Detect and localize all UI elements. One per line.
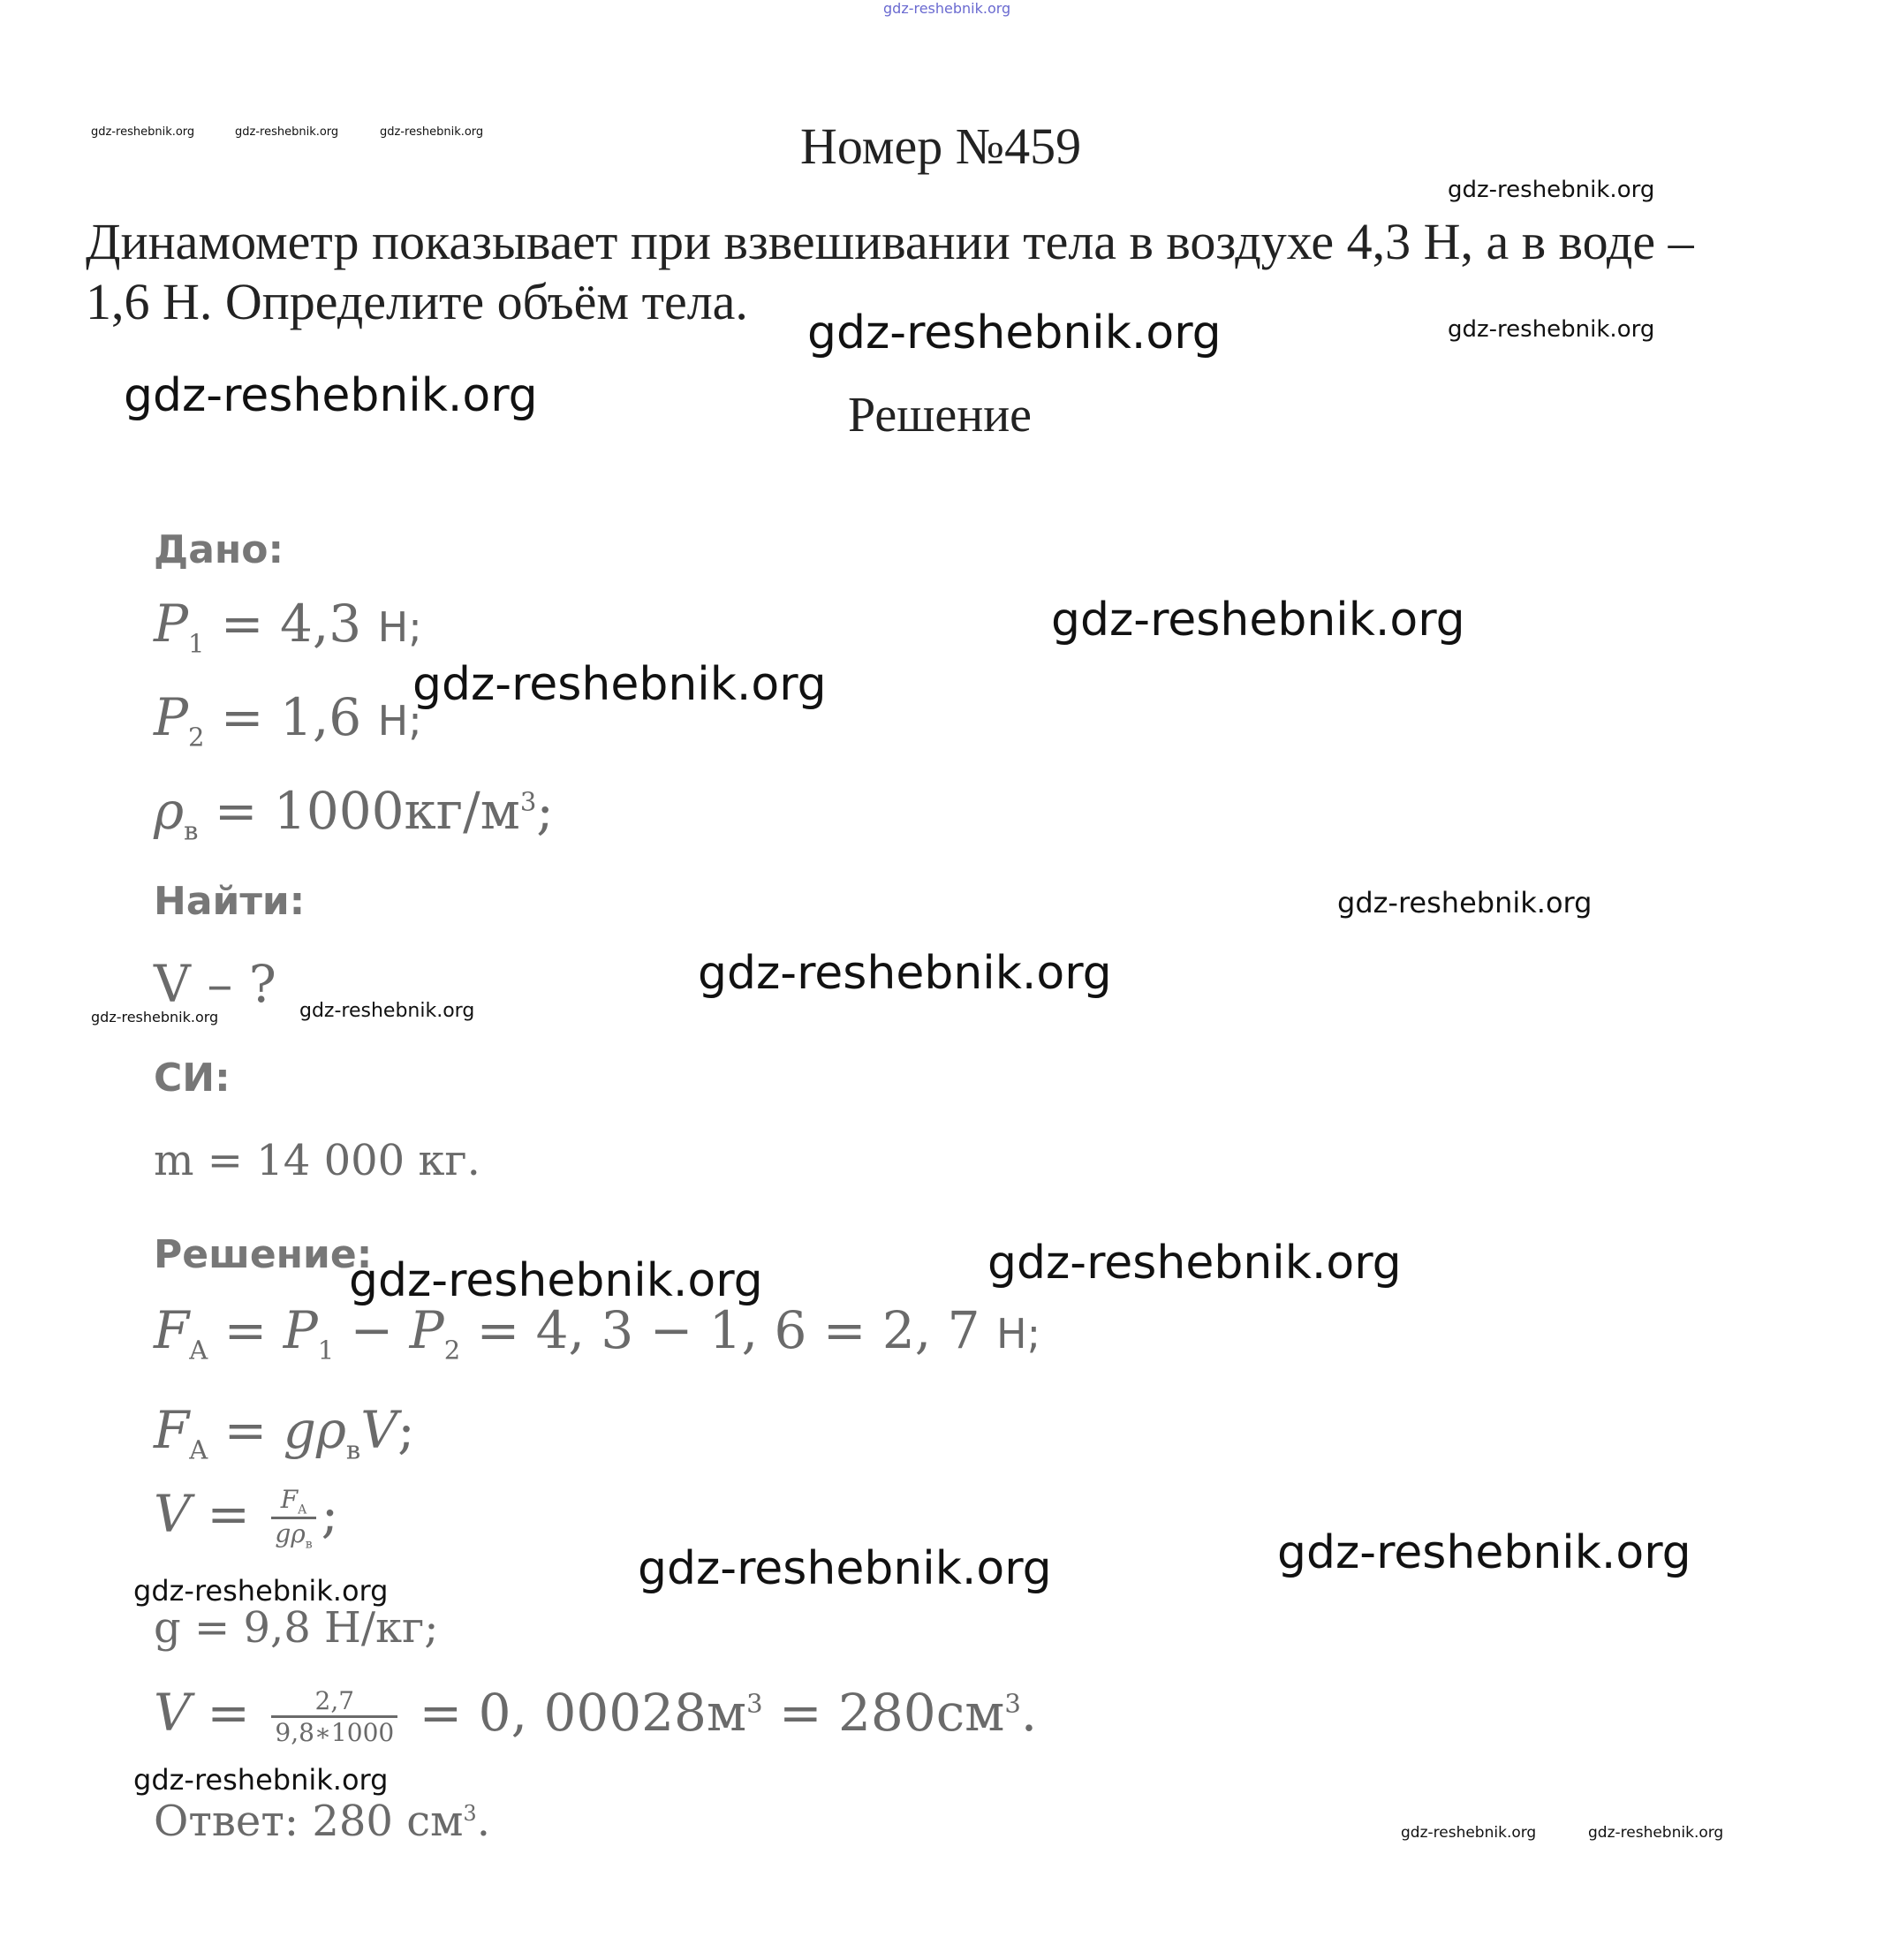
answer-text: Ответ: 280 см bbox=[154, 1797, 464, 1846]
watermark-top: gdz-reshebnik.org bbox=[883, 0, 1011, 17]
problem-text: Динамометр показывает при взвешивании тела в воздухе 4,3 Н, а в воде – 1,6 Н. Определите объём тела. bbox=[86, 213, 1694, 330]
watermark: gdz-reshebnik.org bbox=[698, 947, 1112, 1000]
watermark: gdz-reshebnik.org bbox=[412, 658, 827, 711]
given-p2-unit: Н; bbox=[377, 697, 422, 745]
solution-heading: Решение bbox=[848, 388, 1033, 443]
solution-label: Решение: bbox=[154, 1232, 373, 1277]
watermark: gdz-reshebnik.org bbox=[1448, 316, 1655, 343]
watermark: gdz-reshebnik.org bbox=[380, 125, 484, 139]
watermark: gdz-reshebnik.org bbox=[638, 1542, 1052, 1595]
given-p2: $P_2 = 1,6$ Н; bbox=[154, 687, 422, 753]
given-rho-value: 1000 bbox=[273, 781, 405, 841]
watermark: gdz-reshebnik.org bbox=[235, 125, 339, 139]
watermark: gdz-reshebnik.org bbox=[987, 1237, 1402, 1290]
watermark: gdz-reshebnik.org bbox=[124, 369, 538, 422]
watermark: gdz-reshebnik.org bbox=[133, 1763, 389, 1797]
given-p2-value: 1,6 bbox=[279, 687, 362, 747]
find-label: Найти: bbox=[154, 879, 306, 924]
find-text: V – ? bbox=[154, 954, 276, 1014]
watermark: gdz-reshebnik.org bbox=[1277, 1526, 1691, 1579]
solution-result: V = $\frac{2,7}{9,8∗1000}$ = 0, $00028м^3 = 280см^3$. bbox=[154, 1683, 1038, 1748]
given-p1: $P_1 = 4,3$ Н; bbox=[154, 594, 422, 659]
solution-eq1-unit: Н; bbox=[996, 1310, 1041, 1358]
given-p1-unit: Н; bbox=[377, 603, 422, 651]
watermark: gdz-reshebnik.org bbox=[1051, 594, 1465, 647]
solution-eq3: V = $\frac{F_A}{g\rho_в}$ ; bbox=[154, 1484, 339, 1553]
given-rho-unit: кг/м bbox=[404, 781, 520, 841]
solution-eq1: $F_A = P_1 - P_2 = 4$, 3 − 1, 6 = 2, 7 Н; bbox=[154, 1300, 1041, 1366]
result-fraction bbox=[271, 1686, 397, 1747]
page-title: Номер №459 bbox=[800, 117, 1082, 175]
watermark: gdz-reshebnik.org bbox=[91, 1009, 219, 1025]
solution-eq2: $F_A = g\rho_вV$; bbox=[154, 1400, 415, 1465]
watermark: gdz-reshebnik.org bbox=[299, 1000, 475, 1022]
given-p1-value: 4,3 bbox=[279, 594, 362, 654]
result-fraction-num: 2,7 bbox=[314, 1686, 355, 1716]
watermark: gdz-reshebnik.org bbox=[133, 1574, 389, 1608]
solution-eq1-value: = 4, 3 − 1, 6 = 2, 7 bbox=[476, 1300, 980, 1360]
si-label: СИ: bbox=[154, 1056, 231, 1101]
result-fraction-den: 9,8∗1000 bbox=[271, 1715, 397, 1747]
watermark: gdz-reshebnik.org bbox=[1448, 177, 1655, 203]
formula-fraction: $\frac{F_A}{g\rho_в}$ bbox=[271, 1485, 315, 1552]
answer: Ответ: 280 $см^3$. bbox=[154, 1797, 490, 1846]
result-m3: = 0, 00028м bbox=[419, 1683, 747, 1743]
watermark: gdz-reshebnik.org bbox=[1337, 886, 1593, 919]
result-cm3: = 280см bbox=[778, 1683, 1005, 1743]
si-text: m = 14 000 кг. bbox=[154, 1136, 480, 1185]
given-rho: $\rho_в = 1000кг/м^3$; bbox=[154, 781, 554, 846]
solution-g: g = 9,8 Н/кг; bbox=[154, 1603, 439, 1653]
watermark: gdz-reshebnik.org bbox=[1401, 1824, 1537, 1842]
given-label: Дано: bbox=[154, 527, 284, 572]
watermark: gdz-reshebnik.org bbox=[91, 125, 195, 139]
watermark: gdz-reshebnik.org bbox=[1588, 1824, 1724, 1842]
watermark: gdz-reshebnik.org bbox=[807, 306, 1222, 359]
watermark: gdz-reshebnik.org bbox=[349, 1254, 763, 1307]
